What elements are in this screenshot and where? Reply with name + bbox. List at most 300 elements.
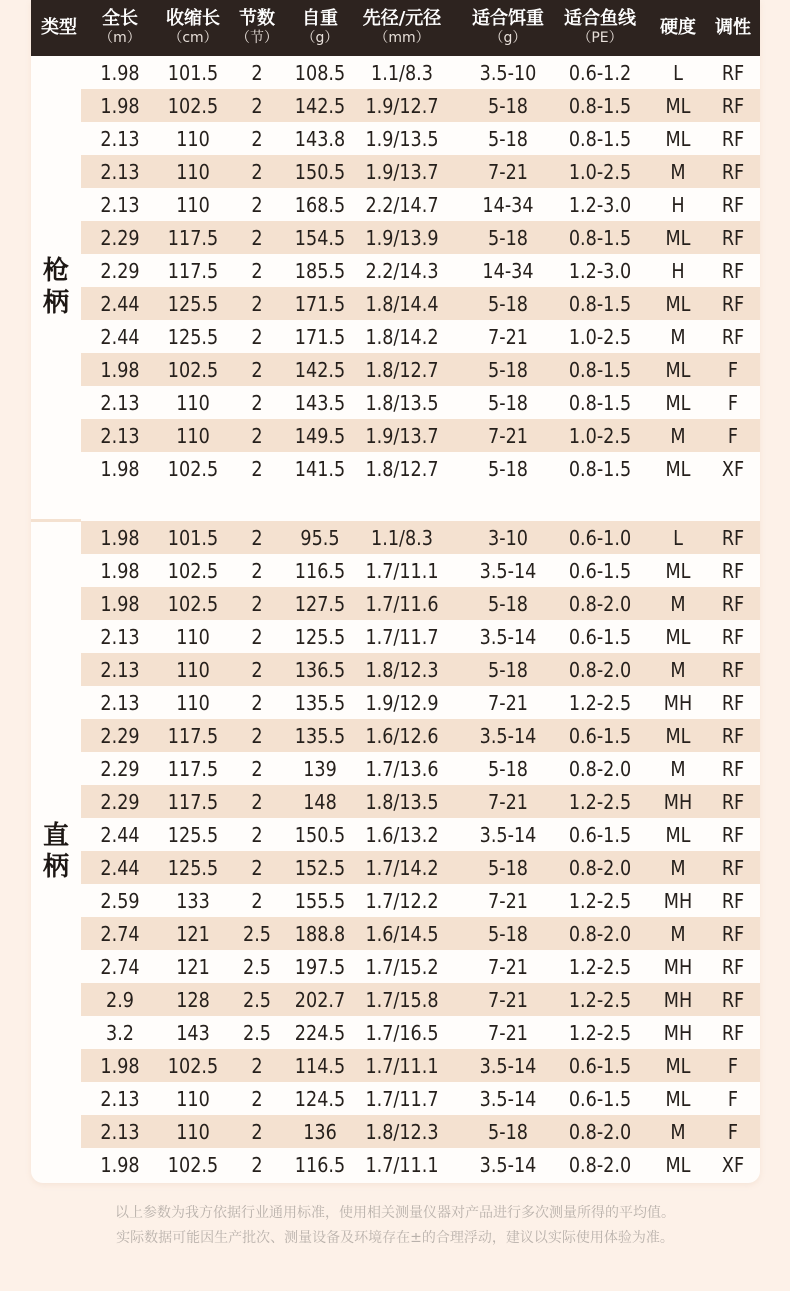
cell-length: 2.74 [100, 921, 140, 946]
cell-sections: 2 [251, 357, 263, 382]
cell-lure-weight: 7-21 [488, 423, 528, 448]
cell-closed-length: 102.5 [167, 93, 219, 118]
cell-sections: 2 [251, 1053, 263, 1078]
cell-lure-weight: 3.5-14 [479, 624, 537, 649]
cell-lure-weight: 3.5-14 [479, 558, 537, 583]
table-row [81, 587, 760, 620]
cell-tip-butt: 1.9/13.7 [365, 423, 439, 448]
cell-tip-butt: 2.2/14.3 [365, 258, 439, 283]
cell-line: 1.0-2.5 [568, 159, 632, 184]
cell-closed-length: 110 [176, 1086, 210, 1111]
cell-length: 1.98 [100, 525, 140, 550]
footnote-line: 以上参数为我方依据行业通用标准，使用相关测量仪器对产品进行多次测量所得的平均值。 [115, 1205, 675, 1221]
cell-line: 1.2-2.5 [568, 1020, 632, 1045]
cell-action: RF [721, 624, 745, 649]
cell-lure-weight: 7-21 [488, 1020, 528, 1045]
cell-weight: 127.5 [294, 591, 346, 616]
cell-line: 0.8-1.5 [568, 225, 632, 250]
header-action [683, 0, 760, 56]
cell-closed-length: 102.5 [167, 558, 219, 583]
cell-tip-butt: 1.8/14.2 [365, 324, 439, 349]
table-row [81, 320, 760, 353]
table-header [31, 0, 760, 56]
cell-power: ML [665, 558, 691, 583]
cell-weight: 171.5 [294, 291, 346, 316]
cell-closed-length: 125.5 [167, 822, 219, 847]
cell-power: M [670, 591, 686, 616]
cell-action: RF [721, 723, 745, 748]
cell-weight: 142.5 [294, 93, 346, 118]
cell-action: F [727, 1086, 739, 1111]
table-row [81, 353, 760, 386]
cell-length: 1.98 [100, 1053, 140, 1078]
cell-lure-weight: 5-18 [488, 921, 528, 946]
cell-tip-butt: 1.7/11.1 [365, 1053, 439, 1078]
header-lure-weight [458, 0, 558, 56]
cell-sections: 2 [251, 1152, 263, 1177]
cell-length: 2.29 [100, 258, 140, 283]
cell-line: 0.6-1.0 [568, 525, 632, 550]
cell-length: 2.29 [100, 225, 140, 250]
header-length-label: 全长 [102, 8, 138, 30]
cell-lure-weight: 5-18 [488, 591, 528, 616]
cell-line: 0.6-1.5 [568, 822, 632, 847]
cell-power: M [670, 657, 686, 682]
cell-tip-butt: 1.7/11.6 [365, 591, 439, 616]
cell-sections: 2 [251, 591, 263, 616]
cell-length: 2.29 [100, 723, 140, 748]
cell-action: RF [721, 690, 745, 715]
cell-power: L [673, 525, 683, 550]
cell-weight: 114.5 [294, 1053, 346, 1078]
cell-tip-butt: 1.7/13.6 [365, 756, 439, 781]
cell-action: F [727, 357, 739, 382]
table-row [81, 554, 760, 587]
cell-action: RF [721, 1020, 745, 1045]
cell-closed-length: 110 [176, 390, 210, 415]
cell-closed-length: 101.5 [167, 525, 219, 550]
cell-action: RF [721, 525, 745, 550]
cell-line: 0.8-1.5 [568, 357, 632, 382]
cell-tip-butt: 1.6/13.2 [365, 822, 439, 847]
cell-lure-weight: 5-18 [488, 855, 528, 880]
table-row [81, 122, 760, 155]
cell-lure-weight: 3.5-14 [479, 1086, 537, 1111]
cell-line: 0.8-1.5 [568, 93, 632, 118]
table-row [81, 254, 760, 287]
cell-action: RF [721, 789, 745, 814]
cell-weight: 149.5 [294, 423, 346, 448]
table-row [81, 1016, 760, 1049]
cell-line: 0.6-1.5 [568, 723, 632, 748]
section-type-label: 枪 柄 [42, 256, 69, 318]
cell-tip-butt: 1.7/16.5 [365, 1020, 439, 1045]
cell-weight: 142.5 [294, 357, 346, 382]
table-row [81, 917, 760, 950]
cell-power: H [671, 258, 685, 283]
cell-line: 0.8-1.5 [568, 456, 632, 481]
cell-tip-butt: 1.7/11.1 [365, 1152, 439, 1177]
cell-length: 2.13 [100, 624, 140, 649]
cell-weight: 148 [303, 789, 337, 814]
cell-length: 2.9 [106, 987, 134, 1012]
cell-weight: 155.5 [294, 888, 346, 913]
cell-action: RF [721, 258, 745, 283]
table-row [81, 155, 760, 188]
cell-length: 2.13 [100, 1119, 140, 1144]
cell-length: 2.44 [100, 291, 140, 316]
cell-action: RF [721, 987, 745, 1012]
cell-closed-length: 125.5 [167, 324, 219, 349]
cell-tip-butt: 1.7/11.7 [365, 624, 439, 649]
cell-line: 1.2-2.5 [568, 690, 632, 715]
spec-table [31, 0, 760, 1183]
header-action-label: 调性 [715, 16, 751, 38]
cell-power: ML [665, 624, 691, 649]
table-row [81, 1148, 760, 1181]
cell-tip-butt: 1.9/12.9 [365, 690, 439, 715]
cell-power: H [671, 192, 685, 217]
cell-action: RF [721, 822, 745, 847]
cell-line: 0.8-1.5 [568, 291, 632, 316]
cell-lure-weight: 7-21 [488, 159, 528, 184]
cell-line: 1.0-2.5 [568, 423, 632, 448]
cell-weight: 116.5 [294, 1152, 346, 1177]
cell-action: RF [721, 192, 745, 217]
cell-lure-weight: 3.5-10 [479, 60, 537, 85]
cell-line: 0.8-2.0 [568, 855, 632, 880]
cell-line: 1.2-3.0 [568, 192, 632, 217]
cell-lure-weight: 7-21 [488, 690, 528, 715]
cell-closed-length: 110 [176, 690, 210, 715]
cell-action: RF [721, 324, 745, 349]
header-type-label: 类型 [41, 16, 77, 38]
cell-lure-weight: 5-18 [488, 291, 528, 316]
cell-lure-weight: 3.5-14 [479, 1152, 537, 1177]
cell-sections: 2 [251, 1086, 263, 1111]
cell-line: 0.8-2.0 [568, 1152, 632, 1177]
cell-power: L [673, 60, 683, 85]
cell-sections: 2 [251, 225, 263, 250]
table-row [81, 818, 760, 851]
cell-lure-weight: 7-21 [488, 954, 528, 979]
cell-power: M [670, 324, 686, 349]
cell-lure-weight: 5-18 [488, 390, 528, 415]
cell-action: RF [721, 291, 745, 316]
cell-lure-weight: 5-18 [488, 657, 528, 682]
cell-sections: 2 [251, 324, 263, 349]
cell-power: MH [663, 1020, 693, 1045]
cell-line: 0.8-2.0 [568, 657, 632, 682]
cell-closed-length: 121 [176, 954, 210, 979]
section-straight-grip [31, 521, 760, 1183]
cell-length: 2.13 [100, 690, 140, 715]
header-tip-butt-label: 先径/元径 [362, 8, 442, 30]
table-row [81, 653, 760, 686]
cell-length: 2.29 [100, 756, 140, 781]
cell-power: M [670, 423, 686, 448]
cell-tip-butt: 1.9/13.7 [365, 159, 439, 184]
cell-power: M [670, 1119, 686, 1144]
table-row [81, 89, 760, 122]
cell-closed-length: 143 [176, 1020, 210, 1045]
cell-weight: 143.8 [294, 126, 346, 151]
table-row [81, 386, 760, 419]
cell-tip-butt: 1.8/12.3 [365, 1119, 439, 1144]
cell-tip-butt: 1.7/11.1 [365, 558, 439, 583]
cell-weight: 224.5 [294, 1020, 346, 1045]
cell-action: RF [721, 591, 745, 616]
cell-tip-butt: 1.9/12.7 [365, 93, 439, 118]
cell-sections: 2 [251, 456, 263, 481]
cell-sections: 2 [251, 258, 263, 283]
cell-action: RF [721, 126, 745, 151]
cell-power: ML [665, 225, 691, 250]
cell-closed-length: 110 [176, 423, 210, 448]
cell-length: 1.98 [100, 60, 140, 85]
cell-weight: 136 [303, 1119, 337, 1144]
cell-sections: 2 [251, 93, 263, 118]
cell-weight: 141.5 [294, 456, 346, 481]
cell-weight: 185.5 [294, 258, 346, 283]
cell-action: RF [721, 93, 745, 118]
cell-tip-butt: 1.1/8.3 [371, 525, 433, 550]
cell-line: 0.6-1.5 [568, 558, 632, 583]
cell-action: RF [721, 225, 745, 250]
cell-closed-length: 125.5 [167, 855, 219, 880]
cell-weight: 135.5 [294, 723, 346, 748]
cell-length: 2.13 [100, 657, 140, 682]
cell-action: RF [721, 558, 745, 583]
cell-lure-weight: 7-21 [488, 789, 528, 814]
cell-tip-butt: 1.6/14.5 [365, 921, 439, 946]
cell-lure-weight: 5-18 [488, 93, 528, 118]
cell-power: ML [665, 1053, 691, 1078]
cell-action: RF [721, 657, 745, 682]
cell-weight: 125.5 [294, 624, 346, 649]
cell-closed-length: 102.5 [167, 456, 219, 481]
cell-lure-weight: 5-18 [488, 1119, 528, 1144]
cell-closed-length: 110 [176, 1119, 210, 1144]
cell-sections: 2 [251, 558, 263, 583]
cell-power: ML [665, 822, 691, 847]
cell-tip-butt: 1.1/8.3 [371, 60, 433, 85]
table-row [81, 686, 760, 719]
table-row [81, 884, 760, 917]
cell-length: 2.13 [100, 390, 140, 415]
cell-weight: 143.5 [294, 390, 346, 415]
cell-weight: 197.5 [294, 954, 346, 979]
cell-power: ML [665, 126, 691, 151]
cell-weight: 188.8 [294, 921, 346, 946]
cell-tip-butt: 1.9/13.9 [365, 225, 439, 250]
cell-closed-length: 110 [176, 624, 210, 649]
table-row [81, 419, 760, 452]
header-weight-label: 自重 [302, 8, 338, 30]
cell-closed-length: 117.5 [167, 789, 219, 814]
cell-power: M [670, 855, 686, 880]
cell-closed-length: 125.5 [167, 291, 219, 316]
cell-power: MH [663, 888, 693, 913]
cell-line: 0.8-2.0 [568, 756, 632, 781]
cell-closed-length: 102.5 [167, 591, 219, 616]
cell-weight: 150.5 [294, 159, 346, 184]
header-power-label: 硬度 [660, 16, 696, 38]
cell-power: ML [665, 456, 691, 481]
cell-length: 2.44 [100, 324, 140, 349]
table-row [81, 521, 760, 554]
header-closed-length-label: 收缩长 [166, 8, 220, 30]
cell-line: 1.2-2.5 [568, 987, 632, 1012]
cell-lure-weight: 14-34 [482, 258, 534, 283]
cell-sections: 2 [251, 60, 263, 85]
cell-closed-length: 110 [176, 192, 210, 217]
cell-closed-length: 102.5 [167, 357, 219, 382]
cell-sections: 2 [251, 192, 263, 217]
cell-closed-length: 110 [176, 657, 210, 682]
cell-action: RF [721, 159, 745, 184]
cell-length: 2.44 [100, 855, 140, 880]
cell-length: 2.13 [100, 192, 140, 217]
cell-power: ML [665, 93, 691, 118]
cell-length: 2.59 [100, 888, 140, 913]
cell-line: 1.0-2.5 [568, 324, 632, 349]
table-row [81, 56, 760, 89]
cell-line: 0.8-1.5 [568, 126, 632, 151]
cell-tip-butt: 1.8/12.7 [365, 357, 439, 382]
cell-closed-length: 117.5 [167, 756, 219, 781]
table-row [81, 221, 760, 254]
cell-closed-length: 121 [176, 921, 210, 946]
cell-lure-weight: 14-34 [482, 192, 534, 217]
cell-line: 0.8-2.0 [568, 1119, 632, 1144]
table-row [81, 620, 760, 653]
cell-sections: 2.5 [243, 921, 271, 946]
section-pistol-grip [31, 56, 760, 519]
cell-line: 1.2-3.0 [568, 258, 632, 283]
cell-weight: 154.5 [294, 225, 346, 250]
cell-closed-length: 110 [176, 159, 210, 184]
cell-tip-butt: 1.8/12.7 [365, 456, 439, 481]
cell-line: 0.8-2.0 [568, 591, 632, 616]
cell-sections: 2 [251, 159, 263, 184]
cell-line: 0.6-1.2 [568, 60, 632, 85]
cell-line: 1.2-2.5 [568, 888, 632, 913]
cell-sections: 2 [251, 855, 263, 880]
cell-length: 1.98 [100, 591, 140, 616]
table-row [81, 1082, 760, 1115]
cell-lure-weight: 3.5-14 [479, 723, 537, 748]
cell-lure-weight: 5-18 [488, 456, 528, 481]
table-row [81, 785, 760, 818]
cell-weight: 139 [303, 756, 337, 781]
table-row [81, 452, 760, 485]
cell-weight: 202.7 [294, 987, 346, 1012]
header-lure-weight-label: 适合饵重 [472, 8, 544, 30]
cell-sections: 2 [251, 789, 263, 814]
cell-closed-length: 117.5 [167, 225, 219, 250]
cell-action: RF [721, 855, 745, 880]
cell-lure-weight: 5-18 [488, 756, 528, 781]
cell-length: 1.98 [100, 93, 140, 118]
cell-sections: 2 [251, 690, 263, 715]
cell-length: 1.98 [100, 558, 140, 583]
cell-line: 1.2-2.5 [568, 954, 632, 979]
cell-lure-weight: 7-21 [488, 888, 528, 913]
table-row [81, 719, 760, 752]
cell-tip-butt: 1.6/12.6 [365, 723, 439, 748]
cell-sections: 2 [251, 756, 263, 781]
cell-action: F [727, 1119, 739, 1144]
cell-sections: 2.5 [243, 987, 271, 1012]
table-row [81, 287, 760, 320]
footnote-line: 实际数据可能因生产批次、测量设备及环境存在±的合理浮动，建议以实际使用体验为准。 [116, 1230, 674, 1246]
cell-weight: 152.5 [294, 855, 346, 880]
cell-power: ML [665, 723, 691, 748]
cell-power: MH [663, 954, 693, 979]
cell-length: 3.2 [106, 1020, 134, 1045]
cell-length: 2.44 [100, 822, 140, 847]
cell-tip-butt: 1.7/15.8 [365, 987, 439, 1012]
cell-sections: 2 [251, 723, 263, 748]
cell-action: XF [721, 456, 745, 481]
cell-lure-weight: 3.5-14 [479, 822, 537, 847]
cell-length: 1.98 [100, 1152, 140, 1177]
cell-power: ML [665, 1152, 691, 1177]
cell-lure-weight: 5-18 [488, 126, 528, 151]
cell-weight: 95.5 [300, 525, 340, 550]
cell-tip-butt: 1.9/13.5 [365, 126, 439, 151]
cell-weight: 168.5 [294, 192, 346, 217]
table-row [81, 1115, 760, 1148]
cell-closed-length: 102.5 [167, 1053, 219, 1078]
cell-length: 1.98 [100, 357, 140, 382]
cell-lure-weight: 3-10 [488, 525, 528, 550]
cell-weight: 124.5 [294, 1086, 346, 1111]
cell-action: F [727, 423, 739, 448]
cell-closed-length: 128 [176, 987, 210, 1012]
cell-tip-butt: 1.8/13.5 [365, 390, 439, 415]
header-sections-label: 节数 [239, 8, 275, 30]
cell-action: RF [721, 60, 745, 85]
cell-power: ML [665, 1086, 691, 1111]
header-line-unit: （PE） [577, 30, 623, 47]
cell-lure-weight: 5-18 [488, 357, 528, 382]
cell-lure-weight: 7-21 [488, 987, 528, 1012]
cell-sections: 2 [251, 624, 263, 649]
cell-action: F [727, 1053, 739, 1078]
table-row [81, 1049, 760, 1082]
cell-closed-length: 117.5 [167, 258, 219, 283]
table-row [81, 752, 760, 785]
cell-tip-butt: 1.8/12.3 [365, 657, 439, 682]
cell-sections: 2.5 [243, 954, 271, 979]
cell-length: 2.13 [100, 1086, 140, 1111]
cell-sections: 2 [251, 126, 263, 151]
cell-action: RF [721, 954, 745, 979]
header-lure-weight-unit: （g） [489, 30, 527, 47]
cell-length: 2.13 [100, 126, 140, 151]
cell-length: 2.13 [100, 423, 140, 448]
cell-weight: 171.5 [294, 324, 346, 349]
table-row [81, 851, 760, 884]
cell-weight: 135.5 [294, 690, 346, 715]
header-closed-length-unit: （cm） [168, 30, 218, 47]
cell-line: 0.6-1.5 [568, 1053, 632, 1078]
table-row [81, 950, 760, 983]
cell-power: M [670, 159, 686, 184]
cell-power: ML [665, 390, 691, 415]
